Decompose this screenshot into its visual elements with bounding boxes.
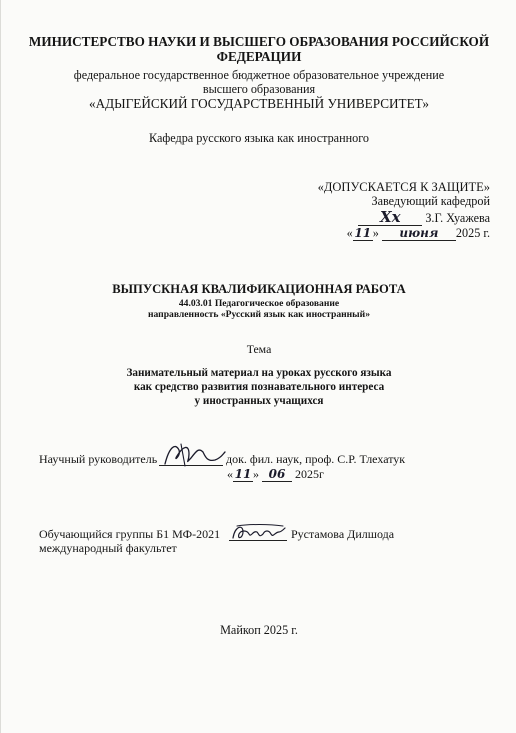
supervisor-date-month: 06 [262, 467, 292, 482]
student-faculty: международный факультет [39, 541, 177, 555]
head-name: З.Г. Хуажева [425, 211, 490, 225]
head-signature-line [358, 208, 490, 226]
approval-date-day: 11 [354, 226, 372, 240]
program-code: 44.03.01 Педагогическое образование [178, 298, 340, 309]
topic-line-2: как средство развития познавательного интереса [133, 381, 385, 393]
student-group-label: Обучающийся группы Б1 МФ-2021 [39, 527, 221, 541]
approval-date-month: июня [382, 226, 456, 241]
approval-date-year: 2025 г. [455, 226, 490, 240]
institution-type-line-2: высшего образования [202, 82, 316, 96]
university-name: «АДЫГЕЙСКИЙ ГОСУДАРСТВЕННЫЙ УНИВЕРСИТЕТ» [89, 96, 429, 111]
head-of-department-title: Заведующий кафедрой [371, 194, 490, 208]
supervisor-date-year: 2025г [295, 467, 324, 481]
admit-to-defense: «ДОПУСКАЕТСЯ К ЗАЩИТЕ» [317, 180, 490, 194]
topic-line-3: у иностранных учащихся [194, 395, 324, 407]
head-signature: Хх [358, 211, 422, 226]
ministry-line-1: МИНИСТЕРСТВО НАУКИ И ВЫСШЕГО ОБРАЗОВАНИЯ РОССИЙСКОЙ [28, 34, 490, 49]
program-direction: направленность «Русский язык как иностранный» [147, 309, 370, 320]
approval-date: « 11 » июня 2025 г. [346, 226, 490, 240]
supervisor-name: док. фил. наук, проф. С.Р. Тлехатук [226, 452, 406, 466]
topic-label: Тема [246, 342, 272, 356]
supervisor-date: « 11 » 06 2025г [227, 467, 324, 481]
supervisor-label: Научный руководитель [39, 452, 158, 466]
work-title: ВЫПУСКНАЯ КВАЛИФИКАЦИОННАЯ РАБОТА [112, 282, 406, 296]
institution-type-line-1: федеральное государственное бюджетное образовательное учреждение [73, 68, 445, 82]
supervisor-date-day: 11 [234, 467, 252, 481]
department-name: Кафедра русского языка как иностранного [148, 131, 370, 145]
supervisor-signature [159, 440, 229, 470]
ministry-line-2: ФЕДЕРАЦИИ [216, 49, 302, 64]
student-signature [229, 520, 289, 544]
city-year: Майкоп 2025 г. [220, 623, 298, 637]
topic-line-1: Занимательный материал на уроках русского языка [126, 367, 392, 379]
student-name: Рустамова Дилшода [291, 527, 395, 541]
